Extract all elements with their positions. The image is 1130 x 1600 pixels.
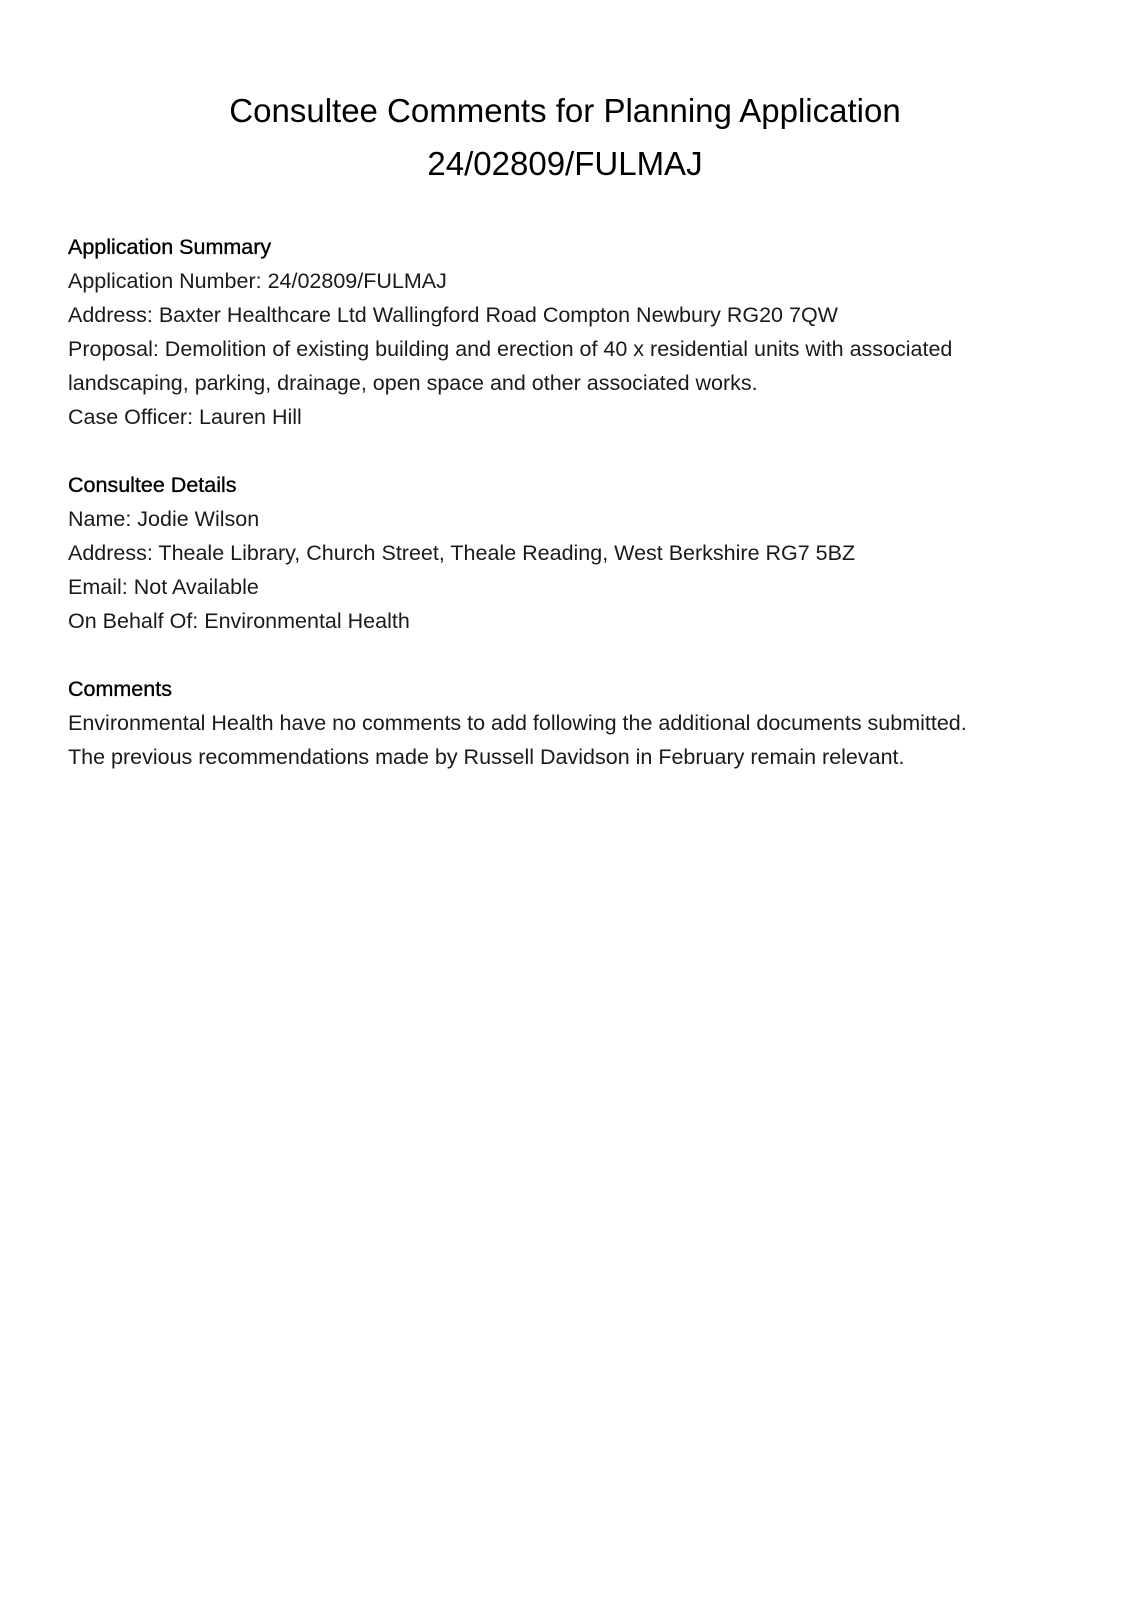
comment-line-1: Environmental Health have no comments to add following the additional documents submitted.: [68, 711, 967, 735]
application-number: Application Number: 24/02809/FULMAJ: [68, 269, 447, 293]
consultee-details-section: [68, 468, 1068, 638]
consultee-details-heading: Consultee Details: [68, 473, 237, 497]
consultee-email: Email: Not Available: [68, 575, 259, 599]
consultee-name: Name: Jodie Wilson: [68, 507, 260, 531]
application-summary-heading: Application Summary: [68, 235, 272, 259]
comments-section: [68, 672, 1068, 774]
document-body: [68, 230, 1068, 808]
proposal-line-1: Proposal: Demolition of existing building and erection of 40 x residential units with associated: [68, 337, 953, 361]
page-title-line-2: 24/02809/FULMAJ: [427, 145, 703, 182]
application-summary-section: [68, 230, 1068, 434]
proposal-line-2: landscaping, parking, drainage, open space and other associated works.: [68, 371, 758, 395]
comments-heading: Comments: [68, 677, 172, 701]
consultee-address: Address: Theale Library, Church Street, Theale Reading, West Berkshire RG7 5BZ: [68, 541, 856, 565]
application-address: Address: Baxter Healthcare Ltd Wallingford Road Compton Newbury RG20 7QW: [68, 303, 838, 327]
consultee-on-behalf-of: On Behalf Of: Environmental Health: [68, 609, 410, 633]
page-title-line-1: Consultee Comments for Planning Application: [229, 92, 901, 129]
page-title: [60, 84, 1070, 190]
case-officer: Case Officer: Lauren Hill: [68, 405, 302, 429]
comment-line-2: The previous recommendations made by Russell Davidson in February remain relevant.: [68, 745, 905, 769]
